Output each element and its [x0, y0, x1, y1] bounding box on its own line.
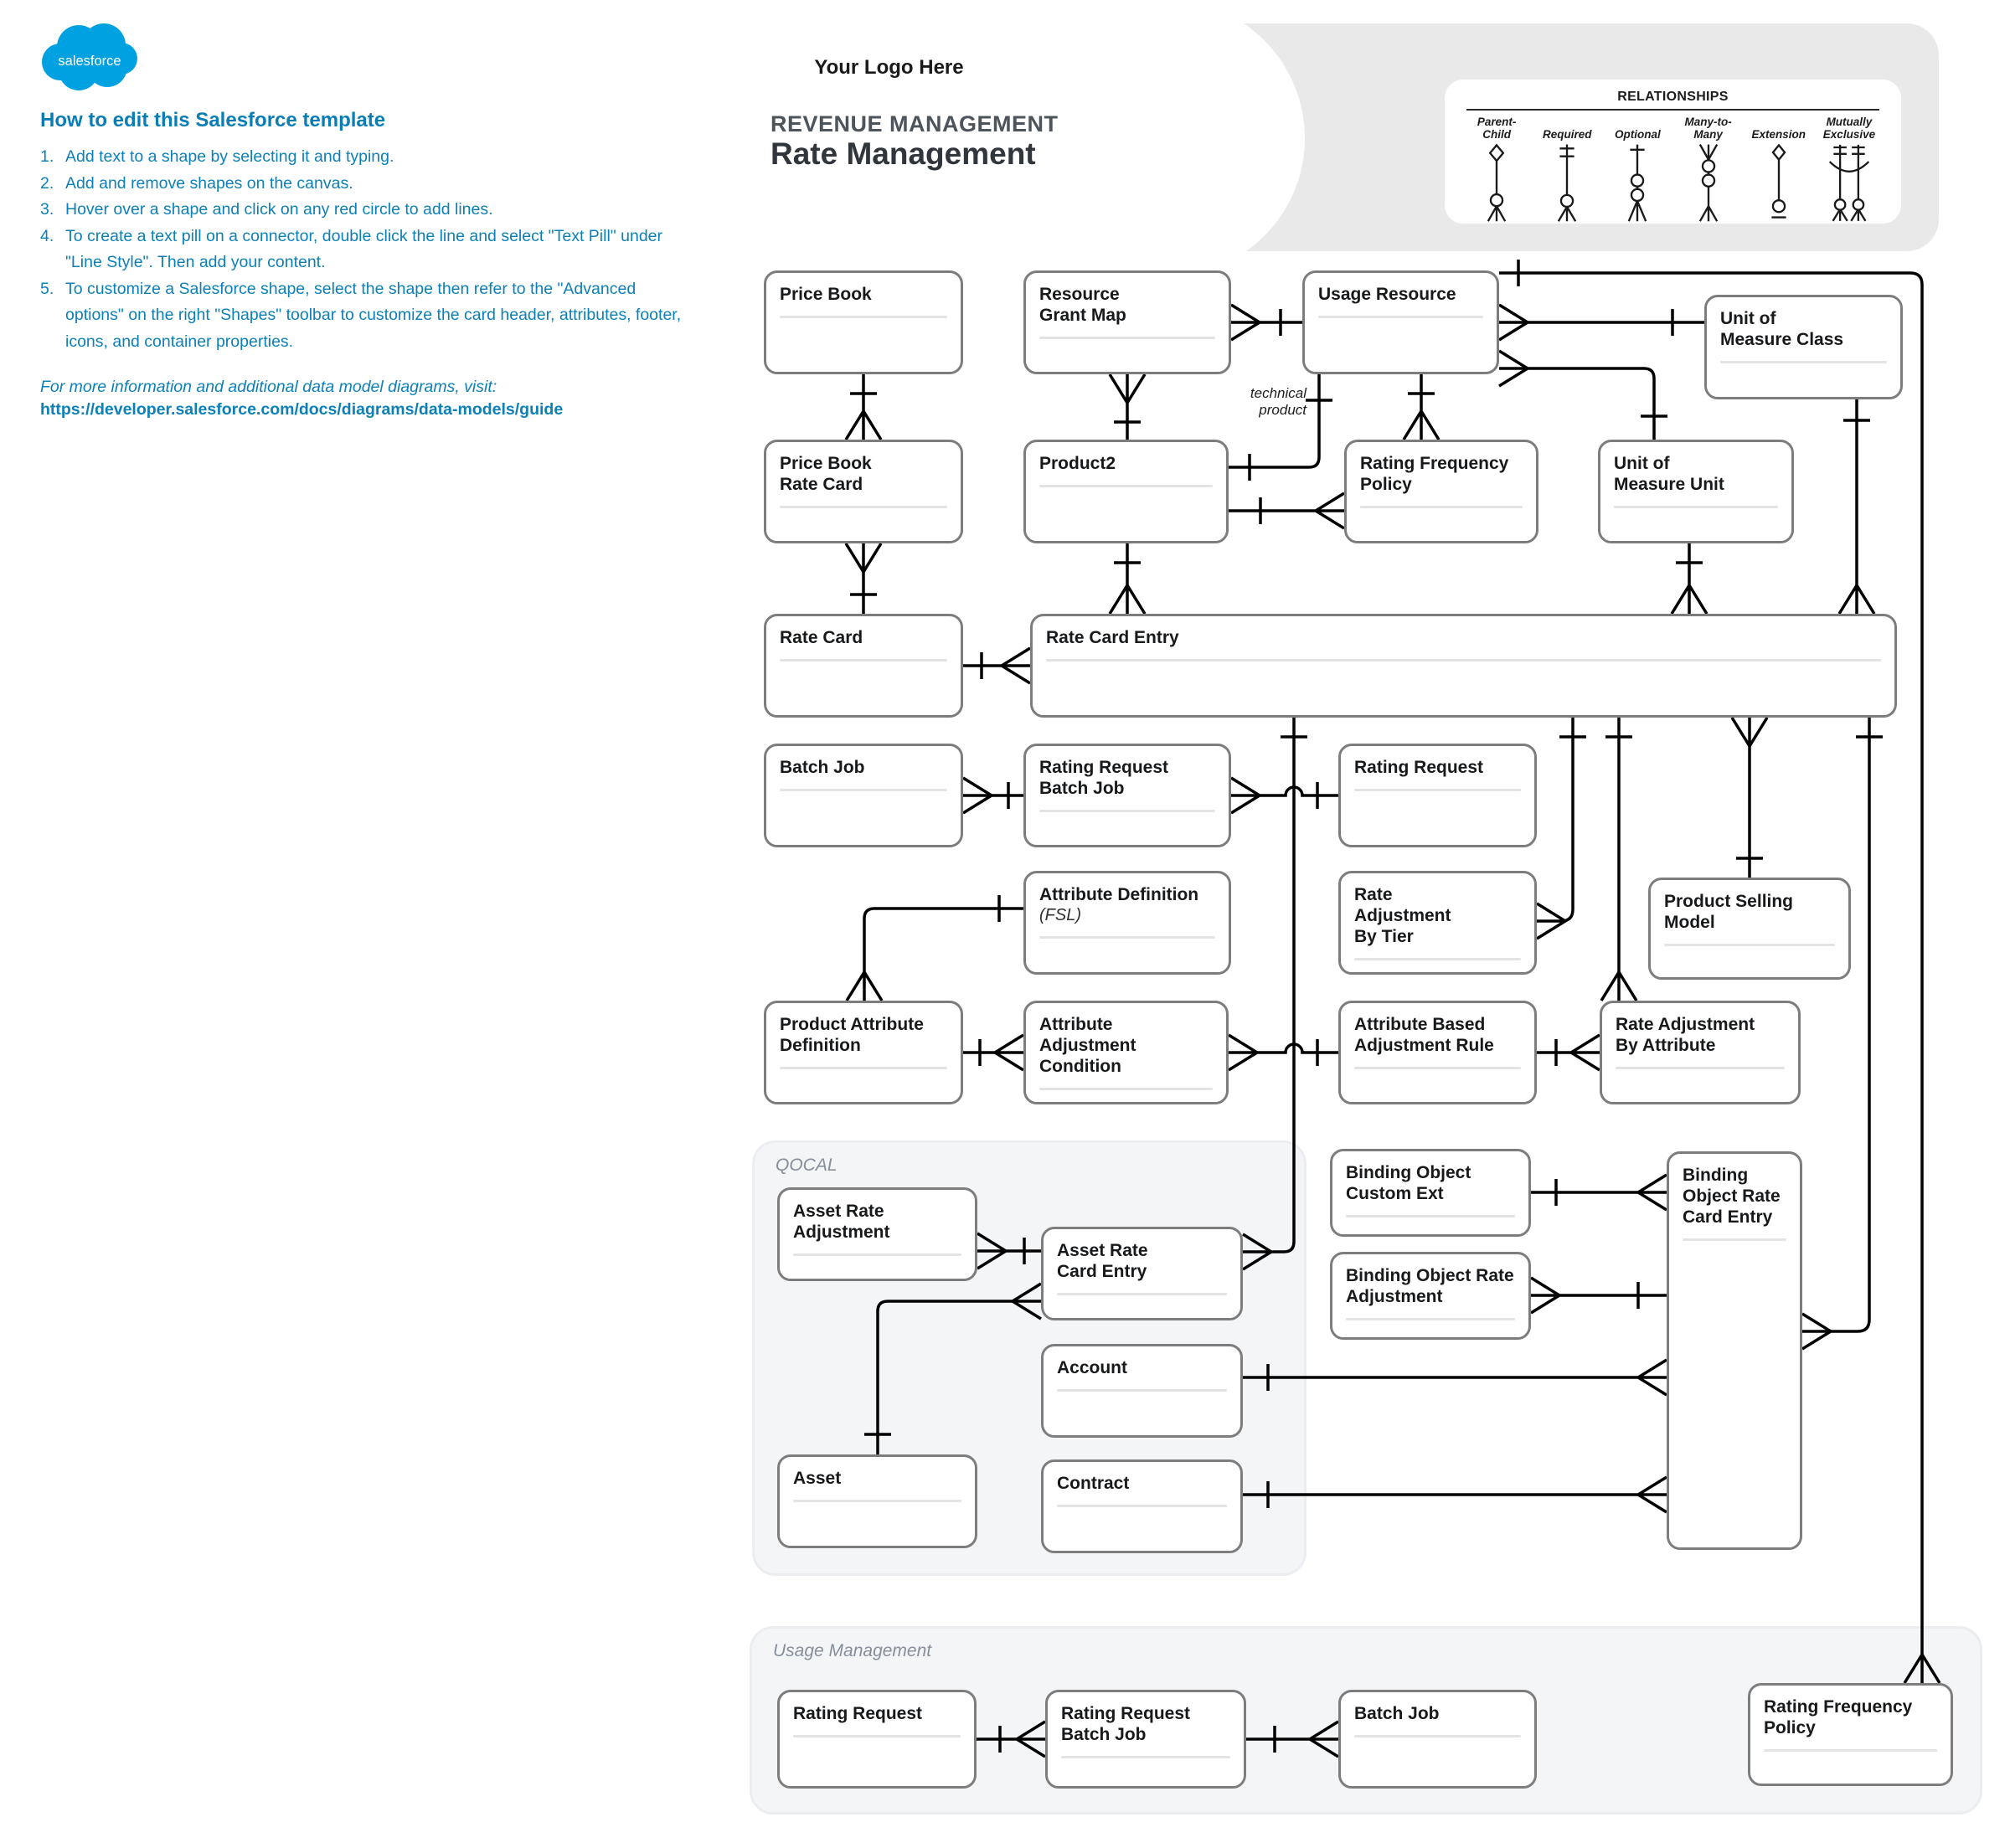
connector-rating-request-batch-job-to-rating-request[interactable] — [1231, 778, 1338, 813]
logo-placeholder: Your Logo Here — [814, 55, 964, 79]
entity-account[interactable] — [1041, 1344, 1243, 1438]
entity-label: Rating Request — [1039, 758, 1169, 777]
instruction-step — [40, 224, 693, 276]
entity-product-attribute-definition[interactable] — [764, 1001, 963, 1104]
connector-um-rating-request-to-um-rating-request-batch-job[interactable] — [977, 1722, 1045, 1757]
connector-attribute-definition-fsl-to-product-attribute-definition[interactable] — [847, 895, 1023, 1001]
entity-divider — [1360, 506, 1523, 508]
connector-usage-resource-to-unit-of-measure-class[interactable] — [1499, 305, 1704, 340]
entity-divider — [780, 659, 947, 661]
entity-label: Binding Object Rate — [1346, 1266, 1514, 1285]
entity-label: Product Attribute — [780, 1015, 924, 1034]
entity-product-selling-model[interactable] — [1648, 878, 1851, 980]
entity-rating-request[interactable] — [1338, 744, 1537, 847]
entity-asset-rate-card-entry[interactable] — [1041, 1227, 1243, 1320]
entity-binding-object-rate-card-entry[interactable] — [1667, 1151, 1802, 1550]
entity-label: Rating Request — [1061, 1704, 1191, 1723]
entity-label: Product Selling — [1664, 892, 1794, 911]
entity-asset-rate-adjustment[interactable] — [777, 1187, 977, 1281]
entity-rate-adjustment-by-attribute[interactable] — [1600, 1001, 1801, 1104]
entity-label: Adjustment — [1354, 906, 1451, 925]
entity-label: Asset — [793, 1469, 842, 1488]
legend-title: RELATIONSHIPS — [1617, 90, 1729, 104]
connector-resource-grant-map-to-usage-resource[interactable] — [1231, 305, 1302, 340]
step-text: Hover over a shape and click on any red circle to add lines. — [65, 200, 493, 219]
required-icon — [1549, 143, 1585, 222]
entity-divider — [1039, 485, 1213, 487]
entity-label: Product2 — [1039, 454, 1116, 473]
relationships-legend — [1445, 80, 1901, 224]
legend-divider — [1466, 109, 1879, 111]
entity-label: Measure Unit — [1614, 475, 1724, 494]
entity-label: Measure Class — [1720, 330, 1844, 349]
entity-label: Adjustment — [1039, 1036, 1136, 1055]
entity-divider — [1614, 506, 1778, 508]
connector-unit-of-measure-unit-to-rate-card-entry[interactable] — [1672, 543, 1707, 614]
entity-um-batch-job[interactable] — [1338, 1690, 1537, 1789]
entity-divider — [793, 1253, 961, 1256]
legend-item-label: Parent- Child — [1477, 116, 1517, 142]
connector-resource-grant-map-to-product2[interactable] — [1110, 374, 1145, 440]
entity-label: Adjustment Rule — [1354, 1036, 1494, 1055]
entity-label: Batch Job — [1061, 1725, 1147, 1744]
entity-label: By Tier — [1354, 927, 1414, 946]
step-text: Add and remove shapes on the canvas. — [65, 173, 353, 193]
entity-label: Rate — [1354, 885, 1393, 904]
entity-contract[interactable] — [1041, 1459, 1243, 1553]
entity-label: Batch Job — [1039, 779, 1125, 798]
entity-rate-card[interactable] — [764, 614, 963, 718]
parent-child-icon — [1478, 143, 1515, 222]
entity-resource-grant-map[interactable] — [1023, 270, 1231, 374]
step-number: 3. — [40, 200, 54, 219]
entity-label: Attribute — [1039, 1015, 1113, 1034]
instruction-step — [40, 197, 693, 224]
entity-divider — [1354, 1735, 1521, 1737]
entity-label: Object Rate — [1683, 1187, 1781, 1206]
entity-label: Batch Job — [1354, 1704, 1440, 1723]
data-models-link[interactable]: https://developer.salesforce.com/docs/diagrams/data-models/guide — [40, 399, 564, 419]
entity-label: Rating Request — [1354, 758, 1484, 777]
optional-icon — [1619, 143, 1656, 222]
entity-attribute-definition-fsl[interactable] — [1023, 871, 1231, 975]
entity-label: Grant Map — [1039, 306, 1126, 325]
entity-label: Card Entry — [1057, 1262, 1147, 1281]
connector-label-technical-product: technical product — [1250, 385, 1306, 419]
connector-product2-to-rating-frequency-policy[interactable] — [1229, 493, 1344, 528]
instructions-list — [40, 144, 693, 356]
entity-divider — [1683, 1238, 1786, 1241]
salesforce-logo-text: salesforce — [58, 54, 121, 69]
entity-divider — [793, 1735, 961, 1737]
entity-divider — [1354, 1067, 1521, 1069]
step-number: 4. — [40, 226, 54, 245]
mutually-exclusive-icon — [1826, 143, 1873, 222]
entity-label: Rating Frequency — [1360, 454, 1509, 473]
entity-label: Contract — [1057, 1474, 1130, 1493]
entity-label: Rating Request — [793, 1704, 923, 1723]
entity-rate-card-entry[interactable] — [1030, 614, 1897, 718]
legend-items — [1461, 116, 1884, 222]
entity-binding-object-rate-adjustment[interactable] — [1330, 1252, 1531, 1340]
entity-divider — [1346, 1215, 1515, 1217]
entity-label: Card Entry — [1683, 1207, 1773, 1227]
legend-item-optional — [1602, 116, 1672, 222]
entity-price-book[interactable] — [764, 270, 963, 374]
entity-um-rating-request-batch-job[interactable] — [1045, 1690, 1246, 1789]
entity-divider — [780, 506, 947, 508]
entity-sublabel: (FSL) — [1039, 906, 1081, 924]
connector-rate-card-entry-to-rate-adjustment-by-attribute[interactable] — [1601, 718, 1636, 1001]
connector-um-rating-request-batch-job-to-um-batch-job[interactable] — [1246, 1722, 1338, 1757]
connector-unit-of-measure-class-to-rate-card-entry[interactable] — [1839, 399, 1874, 614]
entity-label: Attribute Based — [1354, 1015, 1486, 1034]
entity-divider — [780, 789, 947, 791]
legend-item-label: Mutually Exclusive — [1822, 116, 1876, 142]
entity-label: By Attribute — [1616, 1036, 1716, 1055]
legend-item-label: Many-to- Many — [1684, 116, 1732, 142]
entity-label: Adjustment — [1346, 1287, 1443, 1306]
entity-label: Definition — [780, 1036, 861, 1055]
connector-asset-rate-card-entry-to-asset[interactable] — [864, 1284, 1041, 1454]
entity-label: Condition — [1039, 1057, 1121, 1076]
legend-item-label: Optional — [1615, 128, 1661, 142]
diagram-title: Rate Management — [770, 136, 1036, 171]
step-number: 5. — [40, 279, 54, 298]
entity-um-rating-request[interactable] — [777, 1690, 977, 1789]
entity-label: Attribute Definition — [1039, 885, 1199, 904]
entity-label: Asset Rate — [1057, 1241, 1148, 1260]
connector-usage-resource-to-rating-frequency-policy[interactable] — [1404, 374, 1439, 440]
instruction-step — [40, 171, 693, 198]
entity-divider — [1057, 1505, 1227, 1507]
entity-label: Price Book — [780, 454, 872, 473]
entity-divider — [1354, 789, 1521, 791]
entity-label: Policy — [1764, 1718, 1816, 1737]
entity-divider — [1354, 958, 1521, 960]
legend-item-extension — [1744, 116, 1814, 222]
connector-rate-card-to-rate-card-entry[interactable] — [963, 648, 1030, 683]
step-text: Add text to a shape by selecting it and typing. — [65, 147, 394, 166]
connector-product-selling-model-to-rate-card-entry[interactable] — [1732, 718, 1767, 878]
entity-asset[interactable] — [777, 1454, 977, 1548]
instructions-panel — [40, 109, 693, 420]
connector-attribute-adjustment-condition-to-attribute-based-adjustment-rule[interactable] — [1229, 1035, 1338, 1070]
entity-label: Adjustment — [793, 1223, 890, 1242]
entity-divider — [1616, 1067, 1785, 1069]
entity-product2[interactable] — [1023, 440, 1229, 543]
entity-divider — [793, 1500, 961, 1502]
connector-contract-to-binding-object-rate-card-entry[interactable] — [1243, 1477, 1667, 1512]
more-info-note: For more information and additional data model diagrams, visit: — [40, 377, 497, 396]
entity-divider — [1046, 659, 1881, 661]
entity-label: Binding Object — [1346, 1163, 1471, 1182]
diagram-category: REVENUE MANAGEMENT — [770, 111, 1059, 136]
entity-label: Rate Adjustment — [1616, 1015, 1755, 1034]
connector-usage-resource-to-unit-of-measure-unit[interactable] — [1499, 351, 1667, 440]
entity-label: Resource — [1039, 285, 1120, 304]
entity-divider — [1764, 1749, 1937, 1752]
container-label-qocal: QOCAL — [776, 1156, 838, 1175]
legend-item-many-to-many — [1673, 116, 1744, 222]
connector-product2-to-usage-resource-technical-product[interactable] — [1229, 374, 1332, 481]
connector-product-attribute-definition-to-attribute-adjustment-condition[interactable] — [963, 1035, 1023, 1070]
entity-label: Rate Card Entry — [1046, 628, 1179, 647]
entity-batch-job[interactable] — [764, 744, 963, 847]
entity-attribute-adjustment-condition[interactable] — [1023, 1001, 1229, 1104]
connector-price-book-to-price-book-rate-card[interactable] — [846, 374, 881, 440]
legend-item-required — [1532, 116, 1602, 222]
entity-label: Asset Rate — [793, 1202, 884, 1221]
connector-rate-card-entry-to-binding-object-rate-card-entry[interactable] — [1802, 718, 1883, 1349]
entity-divider — [1664, 944, 1835, 946]
connector-attribute-based-adjustment-rule-to-rate-adjustment-by-attribute[interactable] — [1537, 1035, 1600, 1070]
entity-label: Binding — [1683, 1166, 1749, 1185]
entity-label: Rate Card — [780, 628, 863, 647]
instruction-step — [40, 144, 693, 171]
entity-rate-adjustment-by-tier[interactable] — [1338, 871, 1537, 975]
step-number: 2. — [40, 173, 54, 193]
entity-divider — [1039, 1088, 1213, 1090]
entity-usage-resource[interactable] — [1302, 270, 1499, 374]
entity-label: Model — [1664, 913, 1715, 932]
entity-divider — [1039, 810, 1215, 812]
entity-divider — [1039, 337, 1215, 339]
step-text: To customize a Salesforce shape, select the shape then refer to the "Advanced options" on the right "Shapes" toolbar to customize the card header, attributes, footer, icons, and container properties. — [65, 279, 682, 352]
legend-item-label: Extension — [1751, 128, 1806, 142]
legend-item-parent-child — [1461, 116, 1532, 222]
entity-divider — [1039, 936, 1215, 939]
entity-divider — [780, 316, 947, 318]
entity-label: Price Book — [780, 285, 872, 304]
entity-label: Custom Ext — [1346, 1184, 1444, 1203]
entity-divider — [1061, 1756, 1230, 1758]
instruction-step — [40, 276, 693, 356]
entity-label: Policy — [1360, 475, 1412, 494]
entity-um-rating-frequency-policy[interactable] — [1748, 1683, 1953, 1786]
legend-item-label: Required — [1543, 128, 1592, 142]
step-number: 1. — [40, 147, 54, 166]
entity-binding-object-custom-ext[interactable] — [1330, 1149, 1531, 1237]
entity-unit-of-measure-unit[interactable] — [1598, 440, 1794, 543]
entity-label: Unit of — [1720, 309, 1776, 328]
container-label-usage-management: Usage Management — [773, 1641, 932, 1660]
entity-rating-request-batch-job[interactable] — [1023, 744, 1231, 847]
connector-binding-object-custom-ext-to-binding-object-rate-card-entry[interactable] — [1531, 1175, 1667, 1210]
salesforce-logo-icon — [37, 18, 137, 95]
connector-account-to-binding-object-rate-card-entry[interactable] — [1243, 1360, 1667, 1395]
entity-label: Account — [1057, 1358, 1127, 1377]
step-text: To create a text pill on a connector, double click the line and select "Text Pill" under "Line Style". Then add your content. — [65, 226, 662, 272]
instructions-heading: How to edit this Salesforce template — [40, 109, 386, 131]
legend-item-mutually-exclusive — [1814, 116, 1884, 222]
entity-divider — [1720, 361, 1887, 363]
extension-icon — [1760, 143, 1797, 222]
connector-price-book-rate-card-to-rate-card[interactable] — [846, 543, 881, 614]
connector-asset-rate-adjustment-to-asset-rate-card-entry[interactable] — [977, 1233, 1041, 1269]
entity-divider — [1346, 1318, 1515, 1320]
many-to-many-icon — [1690, 143, 1727, 222]
entity-divider — [1057, 1389, 1227, 1392]
entity-divider — [780, 1067, 947, 1069]
entity-unit-of-measure-class[interactable] — [1704, 295, 1903, 399]
entity-price-book-rate-card[interactable] — [764, 440, 963, 543]
connector-batch-job-to-rating-request-batch-job[interactable] — [963, 778, 1023, 813]
entity-divider — [1318, 316, 1483, 318]
entity-divider — [1057, 1293, 1227, 1295]
connector-rate-card-entry-to-rate-adjustment-by-tier[interactable] — [1537, 718, 1586, 939]
connector-binding-object-rate-adjustment-to-binding-object-rate-card-entry[interactable] — [1531, 1278, 1667, 1313]
connector-product2-to-rate-card-entry[interactable] — [1110, 543, 1145, 614]
entity-label: Batch Job — [780, 758, 865, 777]
entity-label: Usage Resource — [1318, 285, 1456, 304]
entity-label: Unit of — [1614, 454, 1670, 473]
entity-label: Rating Frequency — [1764, 1697, 1913, 1717]
entity-label: Rate Card — [780, 475, 863, 494]
entity-attribute-based-adjustment-rule[interactable] — [1338, 1001, 1537, 1104]
entity-rating-frequency-policy[interactable] — [1344, 440, 1538, 543]
